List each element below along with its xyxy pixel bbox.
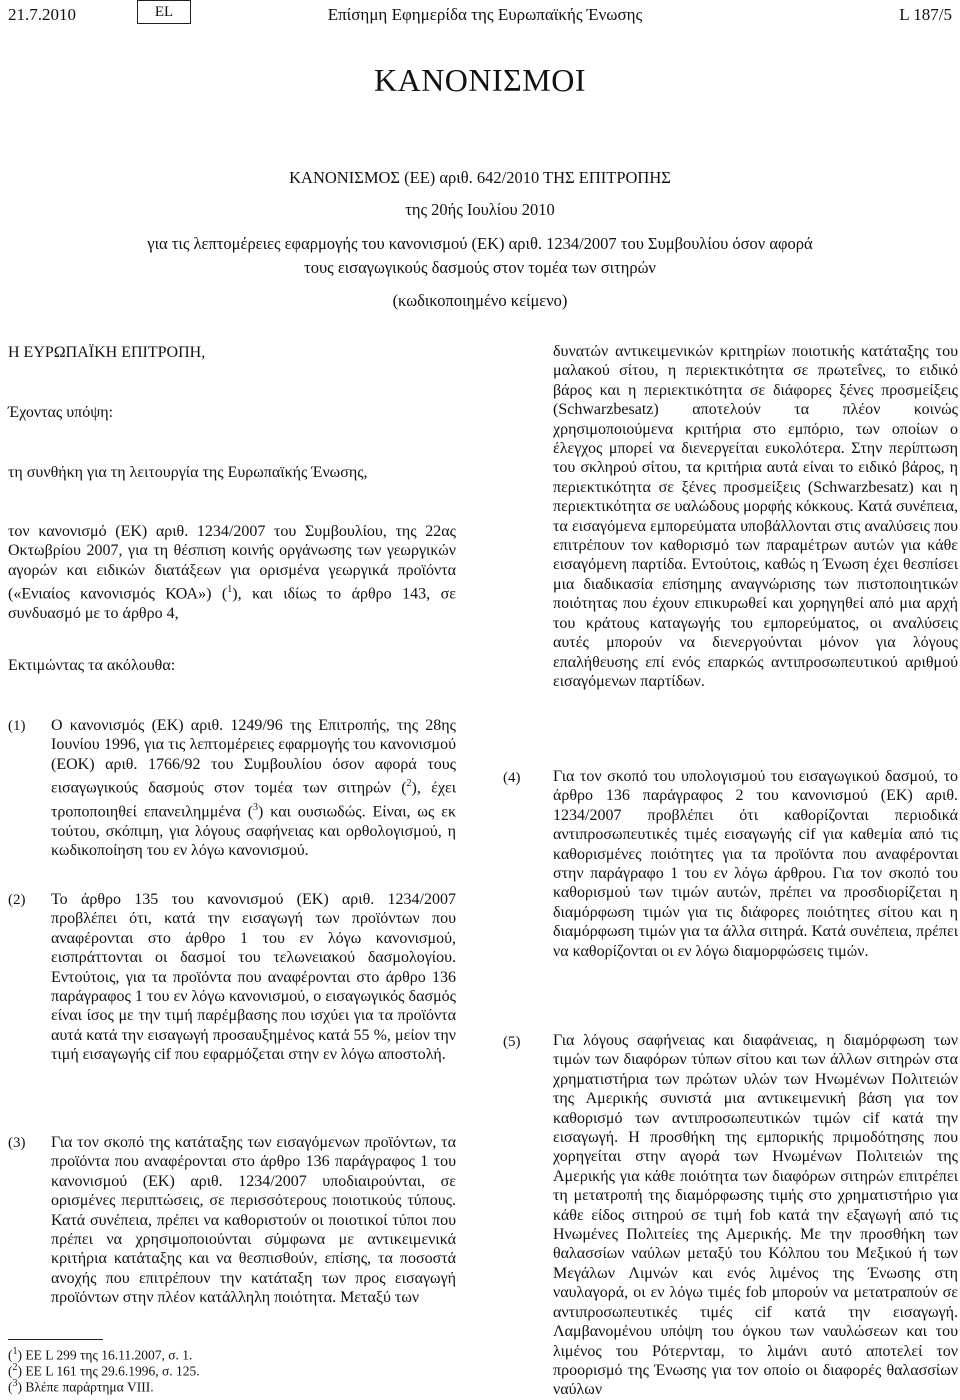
page-reference: L 187/5 (899, 5, 952, 24)
recital-2-text: Το άρθρο 135 του κανονισμού (ΕΚ) αριθ. 1234/2007 προβλέπει ότι, κατά την εισαγωγή των προϊόντων που αναφέρονται στο άρθρο 1 του εν λόγω κανονισμού, εισπράττονται οι δασμοί του τελωνειακού δασμολογίου. Εντούτοις, για τα προϊόντα που αναφέρονται στο άρθρο 136 παράγραφος 1 του εν λόγω κανονισμού, ο εισαγωγικός δασμός είναι ίσος με την τιμή παρέμβασης που ισχύει για τα προϊόντα αυτά κατά την εισαγωγή προσαυξημένος κατά 55 %, μείον την τιμή εισαγωγής cif που εφαρμόζεται στην εν λόγω αποστολή. (51, 891, 456, 1064)
recital-2-number: (2) (8, 892, 26, 908)
page-header (0, 0, 960, 30)
recital-3-continuation: δυνατών αντικειμενικών κριτηρίων ποιοτικής κατάταξης του μαλακού σίτου, η περιεκτικότητα σε πρωτεΐνες, το ειδικό βάρος και η περιεκτικότητα σε διάφορες ξένες προσμείξεις (Schwarzbesatz) αποτελούν τα πλέον κοινώς χρησιμοποιούμενα κριτήρια στο εμπόριο, των οποίων ο έλεγχος μπορεί να διενεργείται ευκολότερα. Στην περίπτωση του σκληρού σίτου, τα κριτήρια αυτά είναι το ειδικό βάρος, η περιεκτικότητα σε ξένες προσμείξεις (Schwarzbesatz) και η περιεκτικότητα σε υαλώδους μορφής κόκκους. Κατά συνέπεια, τα εισαγόμενα εμπορεύματα υποβάλλονται στις αναλύσεις που επιτρέπουν τον καθορισμό των παραμέτρων αυτών για κάθε εισαγόμενη παρτίδα. Εντούτοις, καθώς η Ένωση έχει θεσπίσει μια διαδικασία επίσημης αναγνώρισης των πιστοποιητικών ποιότητας που έχουν επικυρωθεί και χορηγηθεί από μια αρχή του κράτους καταγωγής του εμπορεύματος, οι αναλύσεις αυτές μπορούν να διενεργούνται μόνον για λόγους επαλήθευσης επί ενός επαρκώς αντιπροσωπευτικού αριθμού εισαγόμενων παρτίδων. (553, 343, 958, 690)
recital-5-number: (5) (503, 1034, 521, 1050)
recital-1-number: (1) (8, 718, 26, 734)
footnote-1: ($^1$) ΕΕ L 299 της 16.11.2007, σ. 1. (8, 1346, 193, 1363)
codified-text-note: (κωδικοποιημένο κείμενο) (392, 291, 568, 310)
section-title: ΚΑΝΟΝΙΣΜΟΙ (373, 62, 587, 98)
recital-3-text: Για τον σκοπό της κατάταξης των εισαγόμενων προϊόντων, τα προϊόντα που αναφέρονται στο άρθρο 136 παράγραφος 1 του κανονισμού (ΕΚ) αριθ. 1234/2007 υποδιαιρούνται, σε ορισμένες περιπτώσεις, σε περισσότερους ποιοτικούς τύπους. Κατά συνέπεια, πρέπει να καθοριστούν οι ποιοτικοί τύποι που πρέπει να χρησιμοποιούνται σύμφωνα με αντικειμενικά κριτήρια κατάταξης και να θεσπισθούν, επίσης, τα ποσοστά ανοχής που επιτρέπουν την κατάταξη των προς εισαγωγή προϊόντων στην πλέον κατάλληλη ποιότητα. Μεταξύ των (51, 1134, 456, 1307)
footnote-ref-3: 3 (253, 801, 259, 813)
preamble-having-regard: Έχοντας υπόψη: (8, 404, 114, 421)
recital-4-text: Για τον σκοπό του υπολογισμού του εισαγωγικού δασμού, το άρθρο 136 παράγραφος 2 του κανονισμού (ΕΚ) αριθ. 1234/2007 προβλέπει ότι καθορίζονται περιοδικά αντιπροσωπευτικές τιμές εισαγωγής cif για καθεμία από τις καθορισμένες ποιότητες για τα προϊόντα που αναφέρονται στην παράγραφο 1 του εν λόγω άρθρου. Για τον σκοπό του καθορισμού των τιμών αυτών, πρέπει να προσδιορίζεται η διαμόρφωση τιμών για τις διάφορες ποιότητες σίτου και η διαμόρφωση τιμών για τα άλλα σιτηρά. Κατά συνέπεια, πρέπει να καθορίζονται οι εν λόγω διαμορφώσεις τιμών. (553, 768, 958, 960)
regulation-description-line1: για τις λεπτομέρειες εφαρμογής του κανονισμού (ΕΚ) αριθ. 1234/2007 του Συμβουλίου όσον αφορά (147, 234, 813, 253)
regulation-date: της 20ής Ιουλίου 2010 (405, 200, 555, 219)
footnote-divider (8, 1339, 103, 1340)
recital-4-number: (4) (503, 770, 521, 786)
footnote-3: ($^3$) Βλέπε παράρτημα VIII. (8, 1378, 154, 1395)
regulation-ref-text-b: ), και ιδίως το άρθρο 143, σε συνδυασμό με το άρθρο 4, (8, 585, 457, 622)
preamble-regulation-ref (8, 522, 456, 623)
footnote-2: ($^2$) ΕΕ L 161 της 29.6.1996, σ. 125. (8, 1362, 200, 1379)
language-badge: EL (137, 0, 191, 24)
footnote-ref-1: 1 (227, 584, 233, 596)
preamble-whereas: Εκτιμώντας τα ακόλουθα: (8, 657, 176, 674)
journal-title: Επίσημη Εφημερίδα της Ευρωπαϊκής Ένωσης (327, 5, 643, 24)
preamble-treaty: τη συνθήκη για τη λειτουργία της Ευρωπαϊκής Ένωσης, (8, 464, 368, 481)
recital-1-text: Ο κανονισμός (ΕΚ) αριθ. 1249/96 της Επιτροπής, της 28ης Ιουνίου 1996, για τις λεπτομέρειες εφαρμογής του κανονισμού (ΕΟΚ) αριθ. 1766/92 του Συμβουλίου όσον αφορά τους εισαγωγικούς δασμούς στον τομέα των σιτηρών ($^2$), έχει τροποποιηθεί επανειλημμένα ($^3$) και ουσιωδώς. Είναι, ως εκ τούτου, σκόπιμη, για λόγους σαφήνειας και ορθολογισμού, η κωδικοποίηση του εν λόγω κανονισμού. (51, 717, 456, 860)
regulation-title: ΚΑΝΟΝΙΣΜΟΣ (ΕΕ) αριθ. 642/2010 ΤΗΣ ΕΠΙΤΡΟΠΗΣ (289, 168, 671, 187)
recital-5-text: Για λόγους σαφήνειας και διαφάνειας, η διαμόρφωση των τιμών των διαφόρων τύπων σίτου και των άλλων σιτηρών στα χρηματιστήρια των πρώτων υλών των Ηνωμένων Πολιτειών της Αμερικής συνιστά μια αντικειμενική βάση για τον καθορισμό των αντιπροσωπευτικών τιμών cif κατά την εισαγωγή. Η προσθήκη της εμπορικής πριμοδότησης που χορηγείται στην αγορά των Ηνωμένων Πολιτειών της Αμερικής για κάθε ποιότητα των διαφόρων σιτηρών επιτρέπει τη μετατροπή της διαμόρφωσης τιμής στο χρηματιστήριο για κάθε είδος σιτηρού σε τιμή fob κατά την εξαγωγή από τις Ηνωμένες Πολιτείες της Αμερικής. Με την προσθήκη των θαλασσίων ναύλων μεταξύ του Κόλπου του Μεξικού ή των Μεγάλων Λιμνών και ενός λιμένος της Ένωσης στη ναυλαγορά, οι εν λόγω τιμές fob μπορούν να μετατραπούν σε αντιπροσωπευτικές τιμές cif κατά την εισαγωγή. Λαμβανομένου υπόψη του όγκου των ναυλώσεων και του λιμένος του Ρότερνταμ, το λιμάνι αυτό αποτελεί τον προορισμό της Ένωσης για τον οποίο οι διαφορές θαλασσίων ναύλων (553, 1032, 958, 1399)
preamble-authority: Η ΕΥΡΩΠΑΪΚΗ ΕΠΙΤΡΟΠΗ, (8, 344, 206, 361)
recital-3-number: (3) (8, 1135, 26, 1151)
footnote-ref-2: 2 (406, 778, 412, 790)
regulation-description-line2: τους εισαγωγικούς δασμούς στον τομέα των σιτηρών (304, 258, 656, 277)
regulation-ref-text-a: τον κανονισμό (ΕΚ) αριθ. 1234/2007 του Συμβουλίου, της 22ας Οκτωβρίου 2007, για τη θέσπιση κοινής οργάνωσης των γεωργικών αγορών και ειδικών διατάξεων για ορισμένα γεωργικά προϊόντα («Ενιαίος κανονισμός ΚΟΑ») ( (8, 523, 456, 603)
publication-date: 21.7.2010 (8, 5, 76, 24)
